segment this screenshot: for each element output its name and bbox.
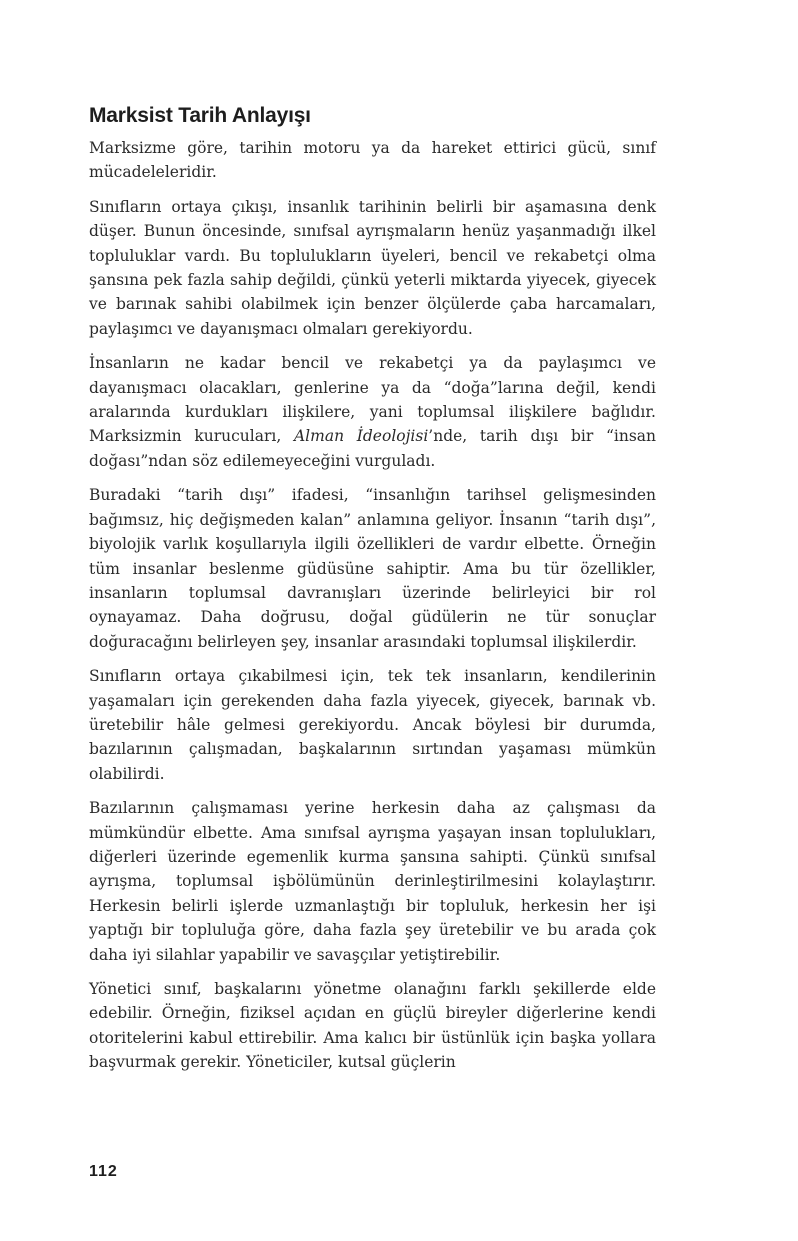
section-heading: Marksist Tarih Anlayışı — [89, 104, 311, 127]
paragraph-2: Sınıfların ortaya çıkışı, insanlık tarihinin belirli bir aşamasına denk düşer. Bunun öncesinde, sınıfsal ayrışmaların henüz yaşanmadığı ilkel topluluklar vardı. Bu toplulukların üyeleri, bencil ve rekabetçi olma şansına pek fazla sahip değildi, çünkü yeterli miktarda yiyecek, giyecek ve barınak sahibi olabilmek için benzer ölçülerde çaba harcamaları, paylaşımcı ve dayanışmacı olmaları gerekiyordu. — [89, 197, 656, 338]
paragraph-1: Marksizme göre, tarihin motoru ya da hareket ettirici gücü, sınıf mücadeleleridir. — [89, 139, 656, 182]
paragraph-3-after: ’nde, tarih dışı bir “insan doğası”ndan söz edilemeyeceğini vurguladı. — [89, 427, 656, 470]
paragraph-7: Yönetici sınıf, başkalarını yönetme olanağını farklı şekillerde elde edebilir. Örneğin, fiziksel açıdan en güçlü bireyler diğerlerine kendi otoritelerini kabul ettirebilir. Ama kalıcı bir üstünlük için başka yollara başvurmak gerekir. Yöneticiler, kutsal güçlerin — [89, 980, 656, 1072]
page-number: 112 — [89, 1163, 118, 1180]
paragraph-6: Bazılarının çalışmaması yerine herkesin daha az çalışması da mümkündür elbette. Ama sınıfsal ayrışma yaşayan insan toplulukları, diğerleri üzerinde egemenlik kurma şansına sahipti. Çünkü sınıfsal ayrışma, toplumsal işbölümünün derinleştirilmesini kolaylaştırır. Herkesin belirli işlerde uzmanlaştığı bir topluluk, herkesin her işi yaptığı bir topluluğa göre, daha fazla şey üretebilir ve bu arada çok daha iyi silahlar yapabilir ve savaşçılar yetiştirebilir. — [89, 799, 656, 964]
paragraph-4: Buradaki “tarih dışı” ifadesi, “insanlığın tarihsel gelişmesinden bağımsız, hiç değişmeden kalan” anlamına geliyor. İnsanın “tarih dışı”, biyolojik varlık koşullarıyla ilgili özellikleri de vardır elbette. Örneğin tüm insanlar beslenme güdüsüne sahiptir. Ama bu tür özellikler, insanların toplumsal davranışları üzerinde belirleyici bir rol oynayamaz. Daha doğrusu, doğal güdülerin ne tür sonuçlar doğuracağını belirleyen şey, insanlar arasındaki toplumsal ilişkilerdir. — [89, 486, 656, 651]
page-content — [89, 102, 656, 1085]
book-title-italic: Alman İdeolojisi — [293, 427, 429, 446]
paragraph-3 — [89, 351, 656, 473]
paragraph-3-before: İnsanların ne kadar bencil ve rekabetçi ya da paylaşımcı ve dayanışmacı olacakları, genlerine ya da “doğa”larına değil, kendi aralarında kurdukları ilişkilere, yani toplumsal ilişkilere bağlıdır. Marksizmin kurucuları, — [89, 354, 656, 446]
paragraph-5: Sınıfların ortaya çıkabilmesi için, tek tek insanların, kendilerinin yaşamaları için gerekenden daha fazla yiyecek, giyecek, barınak vb. üretebilir hâle gelmesi gerekiyordu. Ancak böylesi bir durumda, bazılarının çalışmadan, başkalarının sırtından yaşaması mümkün olabilirdi. — [89, 667, 656, 783]
